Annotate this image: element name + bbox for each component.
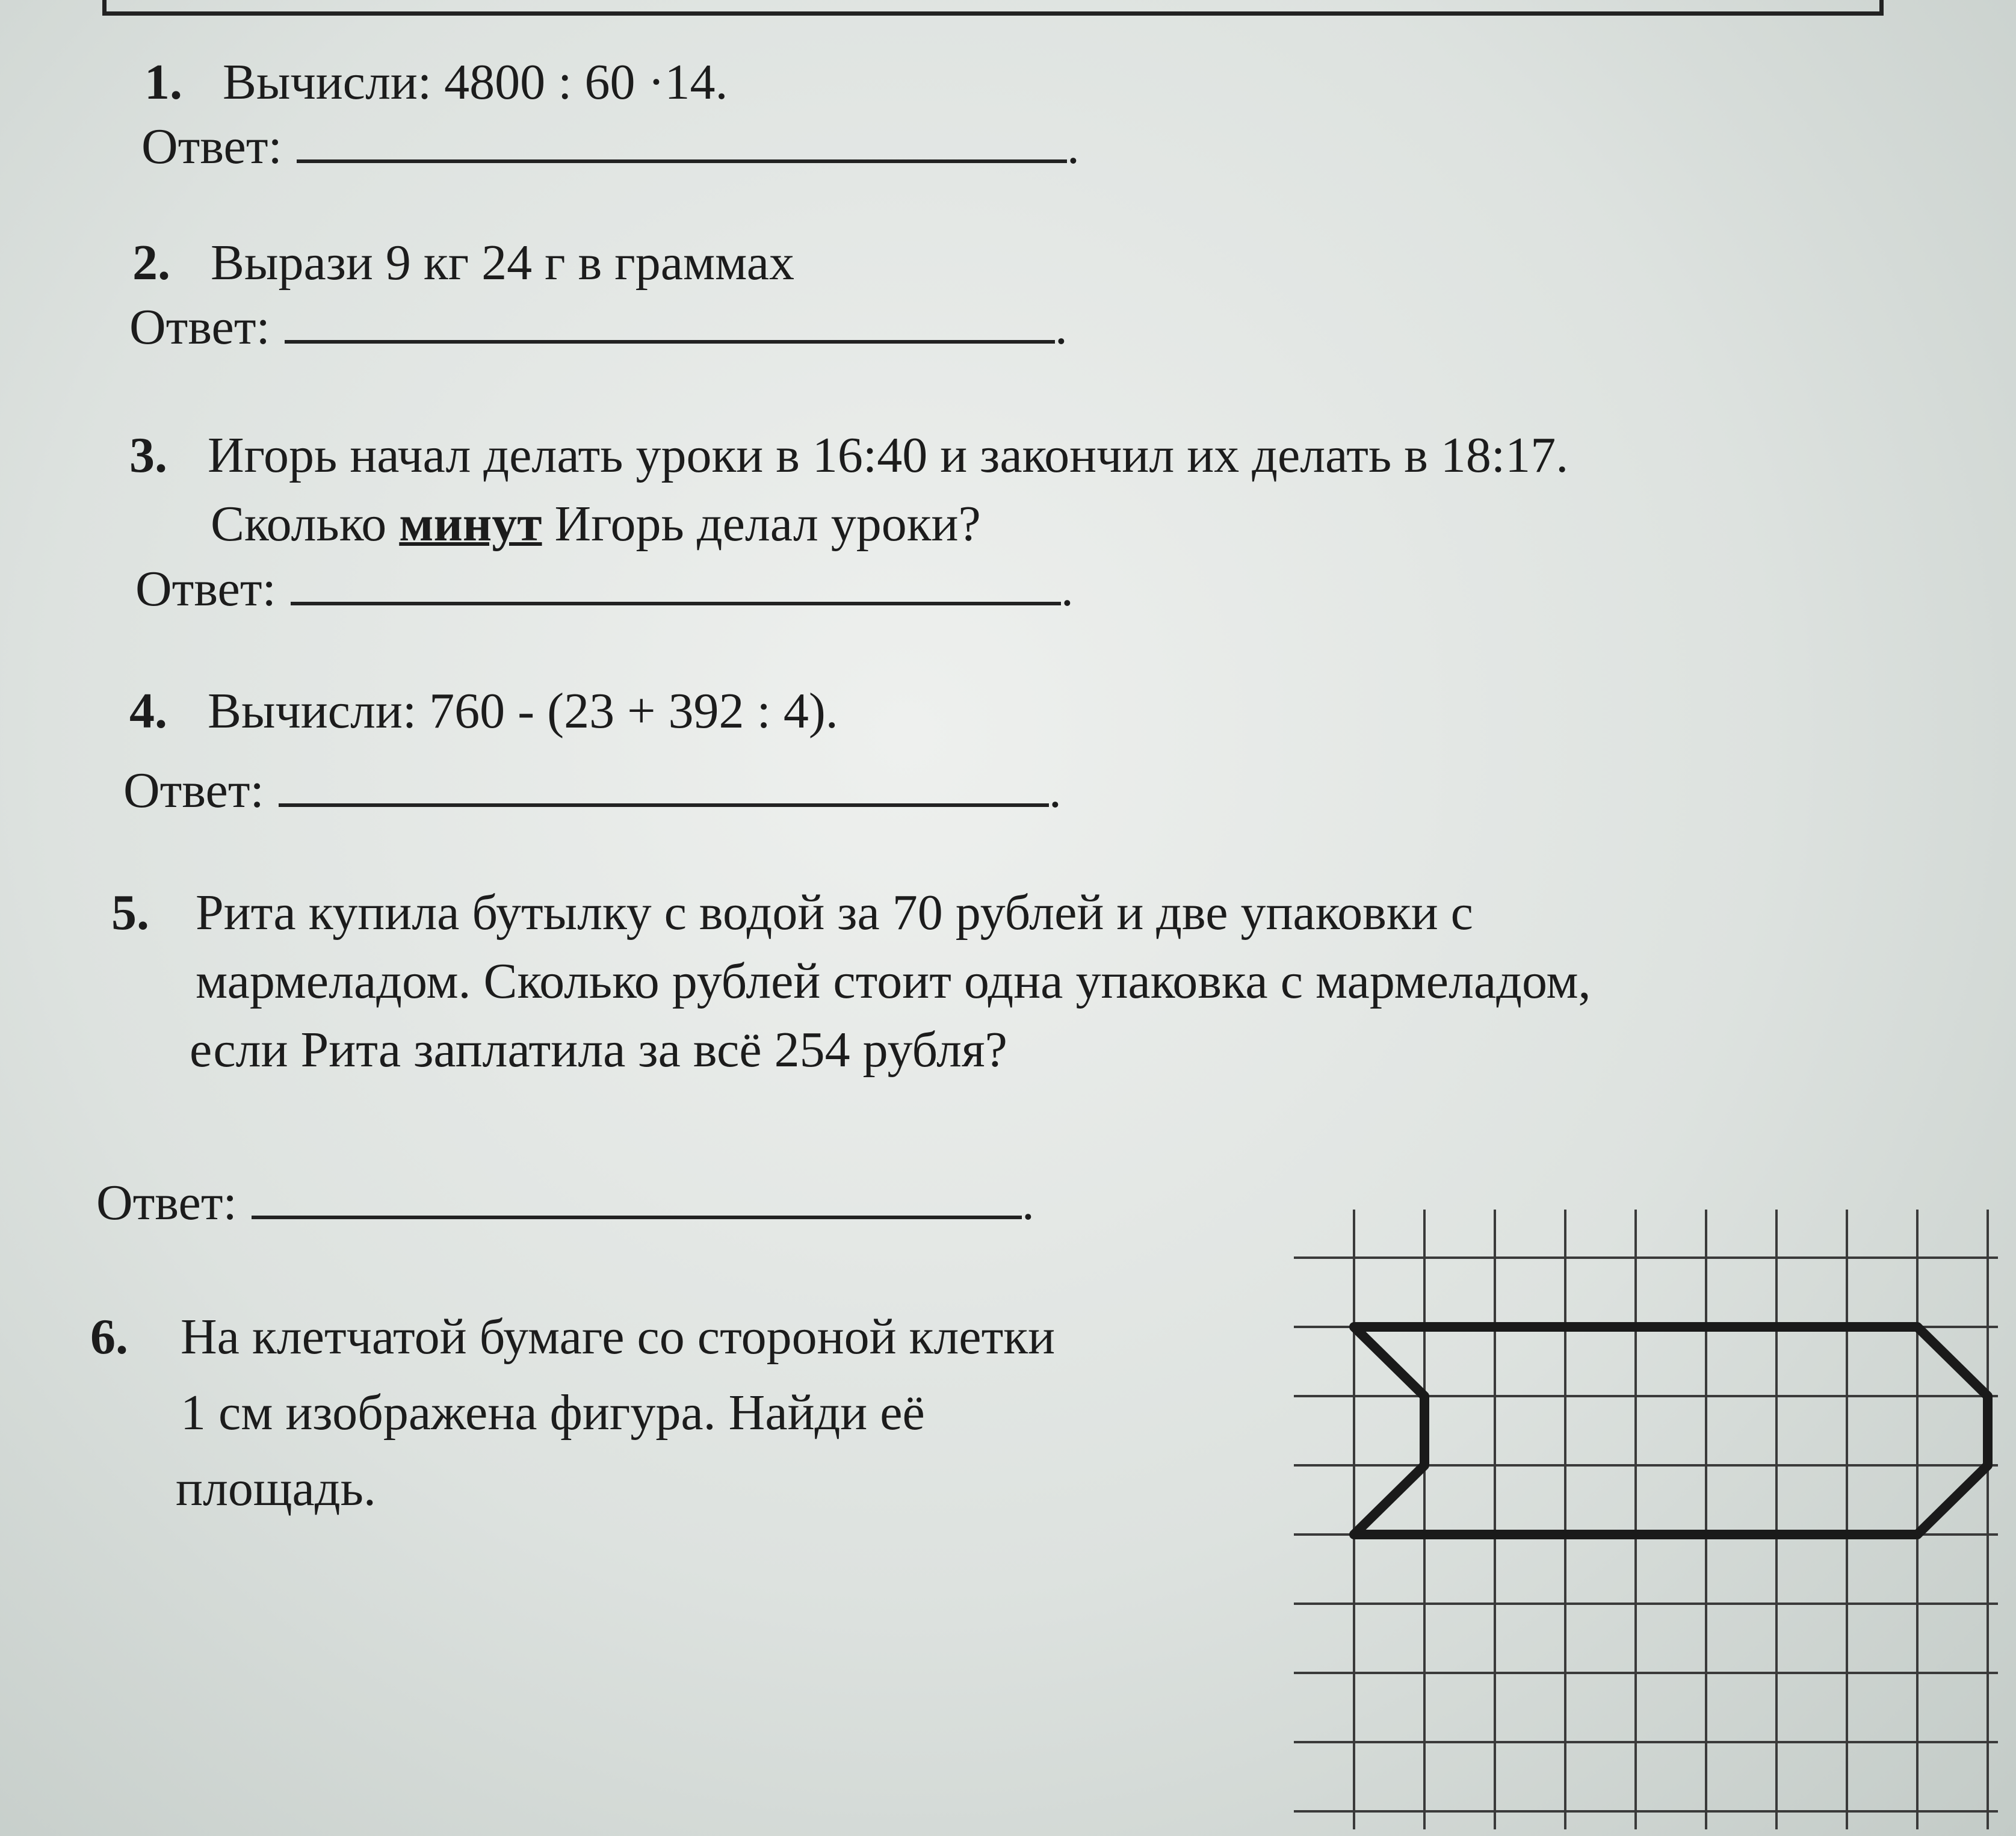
answer-line[interactable]	[297, 159, 1067, 163]
task-number: 5.	[111, 885, 149, 941]
task-5	[111, 885, 1591, 1078]
task-text-line2: мармеладом. Сколько рублей стоит одна упаковка с мармеладом,	[196, 953, 1591, 1009]
grid-figure	[1294, 1210, 1998, 1829]
task-3	[129, 427, 1569, 552]
task-4	[129, 683, 838, 739]
task-text: Вычисли: 4800 : 60 ·14.	[223, 54, 728, 110]
answer-label: Ответ:	[129, 299, 270, 355]
answer-label: Ответ:	[96, 1175, 237, 1231]
task-text: На клетчатой бумаге со стороной клетки	[181, 1309, 1056, 1365]
task-number: 1.	[144, 54, 182, 110]
task-number: 3.	[129, 427, 167, 483]
task-text: Вычисли: 760 - (23 + 392 : 4).	[208, 683, 838, 739]
task-text: Вырази 9 кг 24 г в граммах	[211, 235, 795, 291]
task-6	[90, 1309, 1056, 1516]
task-text-line2: Сколько минут Игорь делал уроки?	[211, 496, 981, 552]
answer-field-4[interactable]: Ответ: .	[123, 762, 1062, 818]
task-text-line2: 1 см изображена фигура. Найди её	[181, 1385, 925, 1441]
answer-field-2[interactable]: Ответ: .	[129, 299, 1068, 355]
task-text-line3: если Рита заплатила за всё 254 рубля?	[190, 1022, 1007, 1078]
answer-line[interactable]	[279, 803, 1049, 807]
answer-line[interactable]	[291, 602, 1061, 605]
emphasis-minutes: минут	[399, 496, 542, 552]
task-text: Рита купила бутылку с водой за 70 рублей и две упаковки с	[196, 885, 1473, 941]
task-2	[132, 235, 795, 291]
figure-outline	[1354, 1327, 1988, 1535]
grid-lines	[1294, 1210, 1998, 1829]
task-number: 4.	[129, 683, 167, 739]
task-number: 6.	[90, 1309, 128, 1365]
answer-label: Ответ:	[123, 762, 264, 818]
header-frame	[102, 0, 1884, 16]
answer-field-3[interactable]: Ответ: .	[135, 561, 1074, 617]
task-number: 2.	[132, 235, 170, 291]
answer-label: Ответ:	[135, 561, 276, 617]
answer-line[interactable]	[252, 1216, 1022, 1219]
answer-label: Ответ:	[141, 119, 282, 175]
answer-field-5[interactable]: Ответ: .	[96, 1175, 1034, 1231]
answer-field-1[interactable]: Ответ: .	[141, 119, 1080, 175]
task-1	[144, 54, 728, 110]
task-text-line3: площадь.	[176, 1460, 376, 1516]
task-text: Игорь начал делать уроки в 16:40 и закончил их делать в 18:17.	[208, 427, 1569, 483]
answer-line[interactable]	[285, 340, 1055, 344]
